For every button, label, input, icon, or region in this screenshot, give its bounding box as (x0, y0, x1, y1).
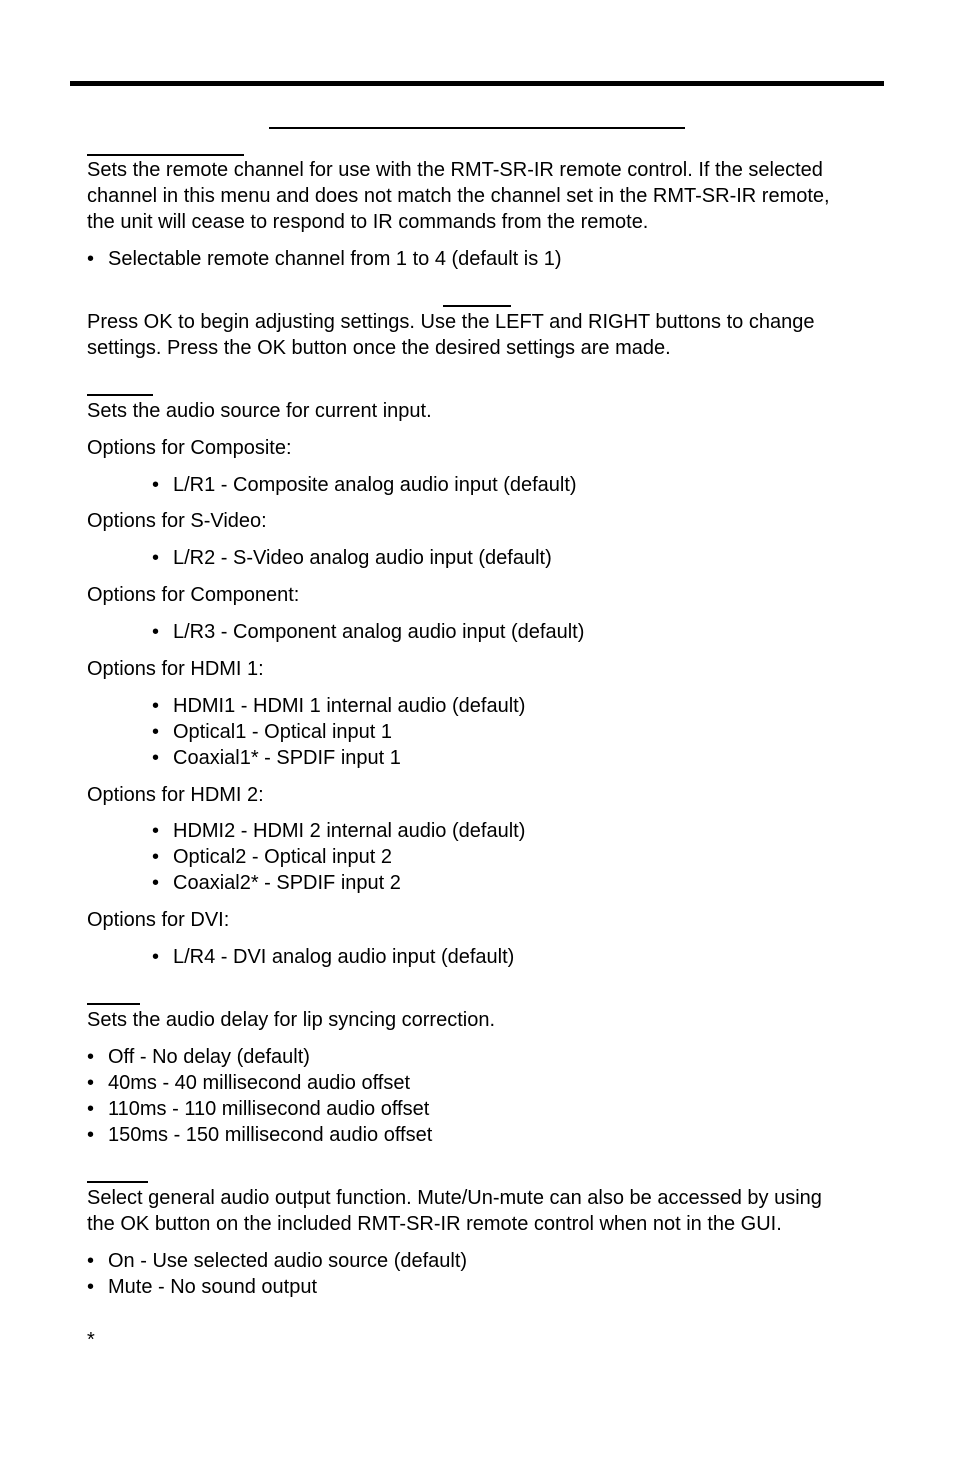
bullet-dot: • (152, 846, 160, 868)
output-description-line: Select general audio output function. Mute/Un-mute can also be accessed by using (87, 1187, 822, 1209)
source-description: Sets the audio source for current input. (87, 400, 432, 422)
bullet-dot: • (152, 820, 160, 842)
source-group-label: Options for S-Video: (87, 510, 267, 532)
audio-intro-line: Press OK to begin adjusting settings. Use the LEFT and RIGHT buttons to change (87, 311, 815, 333)
bullet-text: 40ms - 40 millisecond audio offset (108, 1072, 411, 1094)
bullet-dot: • (152, 946, 160, 968)
title-underline (269, 127, 685, 129)
source-group-label: Options for HDMI 1: (87, 658, 264, 680)
source-heading-underline (87, 394, 153, 396)
bullet-text: L/R3 - Component analog audio input (default) (173, 621, 585, 643)
bullet-text: On - Use selected audio source (default) (108, 1250, 468, 1272)
source-group-label: Options for Composite: (87, 437, 292, 459)
bullet-text: Off - No delay (default) (108, 1046, 310, 1068)
audio-intro-line: settings. Press the OK button once the desired settings are made. (87, 337, 671, 359)
bullet-text: L/R1 - Composite analog audio input (default) (173, 474, 577, 496)
bullet-dot: • (152, 872, 160, 894)
output-heading-underline (87, 1181, 148, 1183)
bullet-text: L/R4 - DVI analog audio input (default) (173, 946, 515, 968)
bullet-dot: • (87, 1072, 95, 1094)
bullet-dot: • (152, 747, 160, 769)
bullet-text: Optical2 - Optical input 2 (173, 846, 392, 868)
bullet-dot: • (152, 547, 160, 569)
bullet-text: HDMI2 - HDMI 2 internal audio (default) (173, 820, 526, 842)
bullet-text: L/R2 - S-Video analog audio input (default) (173, 547, 552, 569)
remote-channel-description-line: Sets the remote channel for use with the RMT-SR-IR remote control. If the selected (87, 159, 823, 181)
bullet-dot: • (152, 474, 160, 496)
bullet-dot: • (87, 1124, 95, 1146)
source-group-label: Options for HDMI 2: (87, 784, 264, 806)
bullet-dot: • (87, 1276, 95, 1298)
audio-heading-underline (443, 305, 511, 307)
source-group-label: Options for DVI: (87, 909, 230, 931)
remote-channel-description-line: channel in this menu and does not match the channel set in the RMT-SR-IR remote, (87, 185, 830, 207)
bullet-text: Selectable remote channel from 1 to 4 (default is 1) (108, 248, 562, 270)
remote-channel-heading-underline (87, 154, 244, 156)
bullet-dot: • (152, 721, 160, 743)
bullet-dot: • (87, 1098, 95, 1120)
source-group-label: Options for Component: (87, 584, 300, 606)
bullet-text: Coaxial2* - SPDIF input 2 (173, 872, 401, 894)
bullet-text: 150ms - 150 millisecond audio offset (108, 1124, 433, 1146)
bullet-dot: • (152, 695, 160, 717)
bullet-text: Optical1 - Optical input 1 (173, 721, 392, 743)
bullet-text: 110ms - 110 millisecond audio offset (108, 1098, 430, 1120)
bullet-dot: • (87, 248, 95, 270)
remote-channel-description-line: the unit will cease to respond to IR commands from the remote. (87, 211, 649, 233)
bullet-text: Coaxial1* - SPDIF input 1 (173, 747, 401, 769)
bullet-dot: • (152, 621, 160, 643)
bullet-text: Mute - No sound output (108, 1276, 318, 1298)
output-description-line: the OK button on the included RMT-SR-IR remote control when not in the GUI. (87, 1213, 782, 1235)
footnote-marker: * (87, 1329, 95, 1351)
bullet-dot: • (87, 1250, 95, 1272)
top-rule (70, 81, 884, 86)
delay-heading-underline (87, 1003, 140, 1005)
bullet-text: HDMI1 - HDMI 1 internal audio (default) (173, 695, 526, 717)
bullet-dot: • (87, 1046, 95, 1068)
delay-description: Sets the audio delay for lip syncing correction. (87, 1009, 495, 1031)
